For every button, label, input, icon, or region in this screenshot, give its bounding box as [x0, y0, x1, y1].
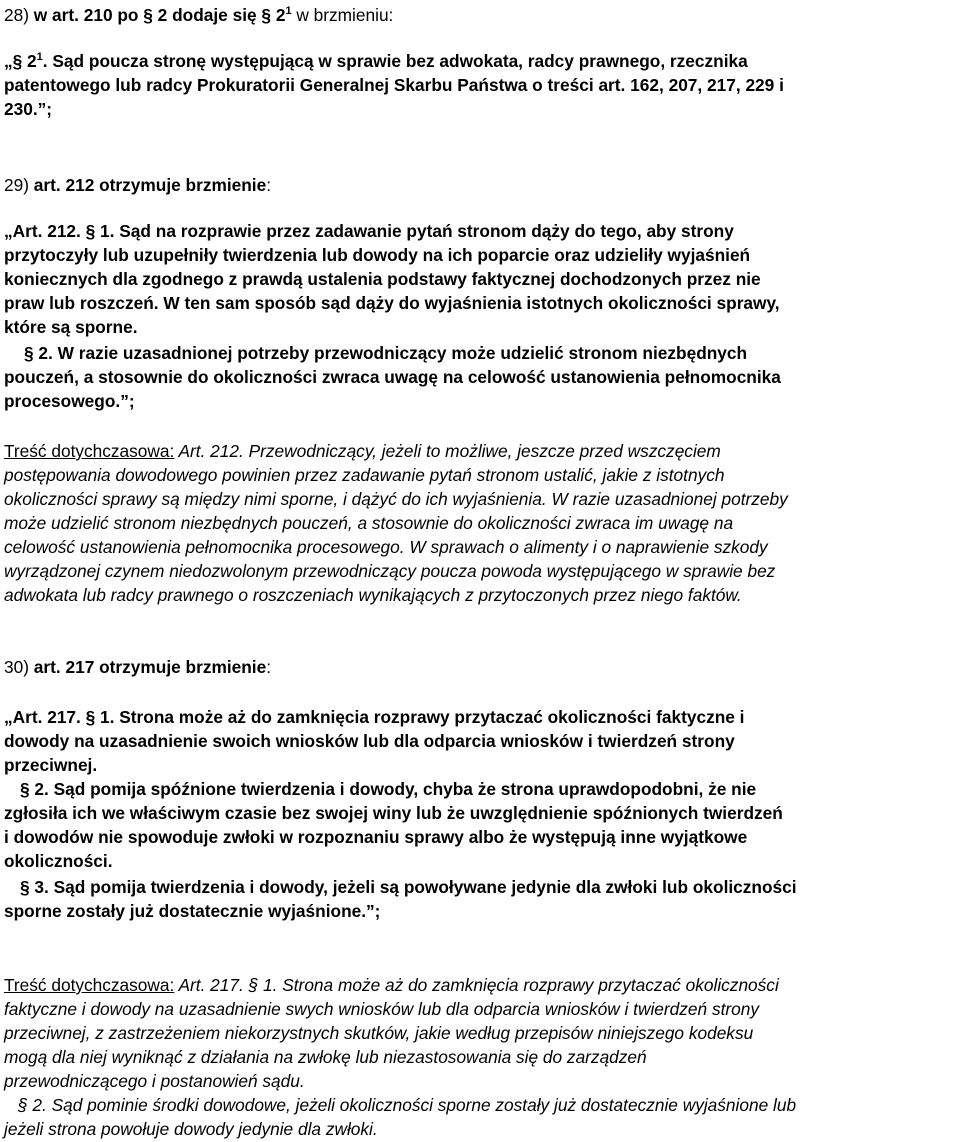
section-30-line: § 3. Sąd pomija twierdzenia i dowody, jeżeli są powoływane jedynie dla zwłoki lub okoliczności: [20, 877, 797, 897]
heading-text: w art. 210 po § 2 dodaje się § 2: [33, 5, 286, 25]
previous-text: Art. 212. Przewodniczący, jeżeli to możliwe, jeszcze przed wszczęciem: [174, 441, 721, 461]
heading-number: 30): [4, 657, 34, 677]
previous-version-label: Treść dotychczasowa:: [4, 975, 175, 995]
section-29-previous-line: może udzielić stronom niezbędnych pouczeń, a stosownie do okoliczności zwraca im uwagę na: [4, 513, 734, 533]
heading-text: art. 212 otrzymuje brzmienie: [33, 175, 267, 195]
section-29-line: które są sporne.: [4, 317, 138, 337]
section-30-line: dowody na uzasadnienie swoich wniosków lub dla odparcia wniosków i twierdzeń strony: [4, 731, 735, 751]
section-29-previous-line: wyrządzonej czynem niedozwolonym przewodniczący poucza powoda występującego w sprawie bez: [4, 561, 776, 581]
section-30-line: przeciwnej.: [4, 755, 98, 775]
section-29-line: procesowego.”;: [4, 391, 135, 411]
section-29-previous-line: celowość ustanowienia pełnomocnika procesowego. W sprawach o alimenty i o naprawienie szkody: [4, 537, 768, 557]
superscript: 1: [36, 51, 43, 64]
section-30-previous-line: faktyczne i dowody na uzasadnienie swych wniosków lub dla odparcia wniosków i twierdzeń strony: [4, 999, 759, 1019]
section-29-line: pouczeń, a stosownie do okoliczności zwraca uwagę na celowość ustanowienia pełnomocnika: [4, 367, 781, 387]
section-30-previous-line: jeżeli strona powołuje dowody jedynie dla zwłoki.: [4, 1119, 378, 1139]
heading-superscript: 1: [285, 5, 292, 18]
heading-suffix: :: [266, 175, 272, 195]
section-28-line: 230.”;: [4, 99, 53, 119]
heading-suffix: :: [266, 657, 272, 677]
section-30-previous-line: przeciwnej, z zastrzeżeniem niekorzystnych skutków, jakie według przepisów niniejszego kodeksu: [4, 1023, 754, 1043]
section-30-line: sporne zostały już dostatecznie wyjaśnione.”;: [4, 901, 381, 921]
section-29-heading: [4, 174, 271, 196]
section-30-previous-line: [4, 974, 779, 996]
section-29-line: koniecznych dla zgodnego z prawdą ustalenia podstawy faktycznej dochodzonych przez nie: [4, 269, 761, 289]
section-30-line: § 2. Sąd pomija spóźnione twierdzenia i dowody, chyba że strona uprawdopodobni, że nie: [20, 779, 757, 799]
section-30-previous-line: przewodniczącego i postanowień sądu.: [4, 1071, 305, 1091]
section-28-line: [4, 50, 748, 72]
section-29-line: przytoczyły lub uzupełniły twierdzenia lub dowody na ich poparcie oraz udzieliły wyjaśnień: [4, 245, 751, 265]
text-fragment: „§ 2: [4, 51, 37, 71]
section-30-line: okoliczności.: [4, 851, 113, 871]
heading-number: 28): [4, 5, 34, 25]
section-29-line: praw lub roszczeń. W ten sam sposób sąd dąży do wyjaśnienia istotnych okoliczności sprawy,: [4, 293, 780, 313]
text-fragment: . Sąd poucza stronę występującą w sprawie bez adwokata, radcy prawnego, rzecznika: [42, 51, 748, 71]
heading-number: 29): [4, 175, 34, 195]
heading-text: art. 217 otrzymuje brzmienie: [33, 657, 267, 677]
section-29-line: „Art. 212. § 1. Sąd na rozprawie przez zadawanie pytań stronom dąży do tego, aby strony: [4, 221, 734, 241]
section-29-line: § 2. W razie uzasadnionej potrzeby przewodniczący może udzielić stronom niezbędnych: [24, 343, 748, 363]
heading-suffix: w brzmieniu:: [291, 5, 394, 25]
section-29-previous-line: postępowania dowodowego powinien przez zadawanie pytań stronom ustalić, jakie z istotnych: [4, 465, 725, 485]
section-29-previous-line: okoliczności sprawy są między nimi sporne, i dążyć do ich wyjaśnienia. W razie uzasadnionej potrzeby: [4, 489, 788, 509]
section-29-previous-line: adwokata lub radcy prawnego o roszczeniach wynikających z przytoczonych przez niego faktów.: [4, 585, 742, 605]
section-28-line: patentowego lub radcy Prokuratorii Generalnej Skarbu Państwa o treści art. 162, 207, 217, 229 i: [4, 75, 784, 95]
section-30-previous-line: § 2. Sąd pominie środki dowodowe, jeżeli okoliczności sporne zostały już dostatecznie wyjaśnione lub: [18, 1095, 797, 1115]
section-28-heading: [4, 4, 393, 26]
section-30-line: „Art. 217. § 1. Strona może aż do zamknięcia rozprawy przytaczać okoliczności faktyczne i: [4, 707, 745, 727]
section-29-previous-line: [4, 440, 721, 462]
section-30-line: zgłosiła ich we właściwym czasie bez swojej winy lub że uwzględnienie spóźnionych twierdzeń: [4, 803, 783, 823]
section-30-heading: [4, 656, 271, 678]
section-30-line: i dowodów nie spowoduje zwłoki w rozpoznaniu sprawy albo że występują inne wyjątkowe: [4, 827, 748, 847]
previous-text: Art. 217. § 1. Strona może aż do zamknięcia rozprawy przytaczać okoliczności: [174, 975, 779, 995]
section-30-previous-line: mogą dla niej wyniknąć z działania na zwłokę lub niezastosowania się do zarządzeń: [4, 1047, 647, 1067]
previous-version-label: Treść dotychczasowa:: [4, 441, 175, 461]
